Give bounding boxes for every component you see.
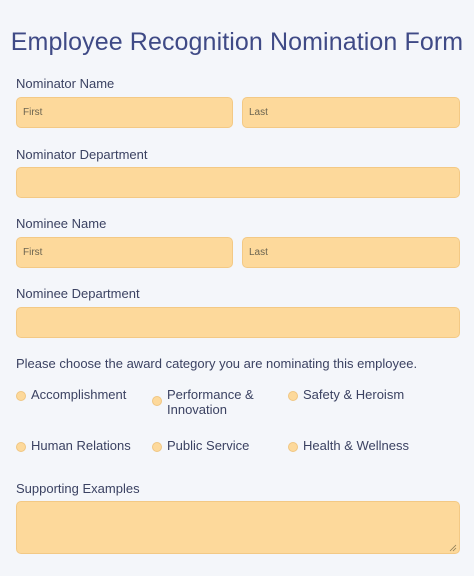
- radio-accomplishment[interactable]: [16, 387, 126, 402]
- nominator-last-name-input[interactable]: [242, 97, 460, 128]
- radio-label: Accomplishment: [31, 387, 127, 402]
- radio-public-service[interactable]: [152, 438, 249, 453]
- radio-label-line: Performance &: [167, 387, 254, 402]
- nominator-department-input[interactable]: [16, 167, 460, 198]
- radio-button[interactable]: [16, 391, 26, 401]
- radio-button[interactable]: [288, 391, 298, 401]
- nominator-first-name-input[interactable]: [16, 97, 233, 128]
- nominator-name-label: Nominator Name: [16, 76, 115, 91]
- nominee-department-input[interactable]: [16, 307, 460, 338]
- radio-button[interactable]: [288, 442, 298, 452]
- nominee-first-name-input[interactable]: [16, 237, 233, 268]
- supporting-examples-textarea[interactable]: [16, 501, 460, 554]
- radio-button[interactable]: [152, 442, 162, 452]
- radio-health-wellness[interactable]: [288, 438, 409, 453]
- nominee-name-label: Nominee Name: [16, 216, 107, 231]
- radio-label-line: Innovation: [167, 402, 227, 417]
- radio-button[interactable]: [152, 396, 162, 406]
- nominee-last-name-input[interactable]: [242, 237, 460, 268]
- radio-label: Human Relations: [31, 438, 131, 453]
- radio-performance-innovation[interactable]: [152, 387, 254, 417]
- award-category-question: Please choose the award category you are nominating this employee.: [16, 356, 418, 371]
- radio-human-relations[interactable]: [16, 438, 131, 453]
- radio-label: [167, 387, 254, 417]
- form-title: Employee Recognition Nomination Form: [10, 28, 464, 56]
- radio-label: Public Service: [167, 438, 250, 453]
- nominee-department-label: Nominee Department: [16, 286, 140, 301]
- radio-button[interactable]: [16, 442, 26, 452]
- radio-label: Health & Wellness: [303, 438, 409, 453]
- resize-grip-icon[interactable]: [449, 544, 457, 552]
- radio-label: Safety & Heroism: [303, 387, 405, 402]
- radio-safety-heroism[interactable]: [288, 387, 404, 402]
- supporting-examples-label: Supporting Examples: [16, 481, 140, 496]
- nominator-department-label: Nominator Department: [16, 147, 148, 162]
